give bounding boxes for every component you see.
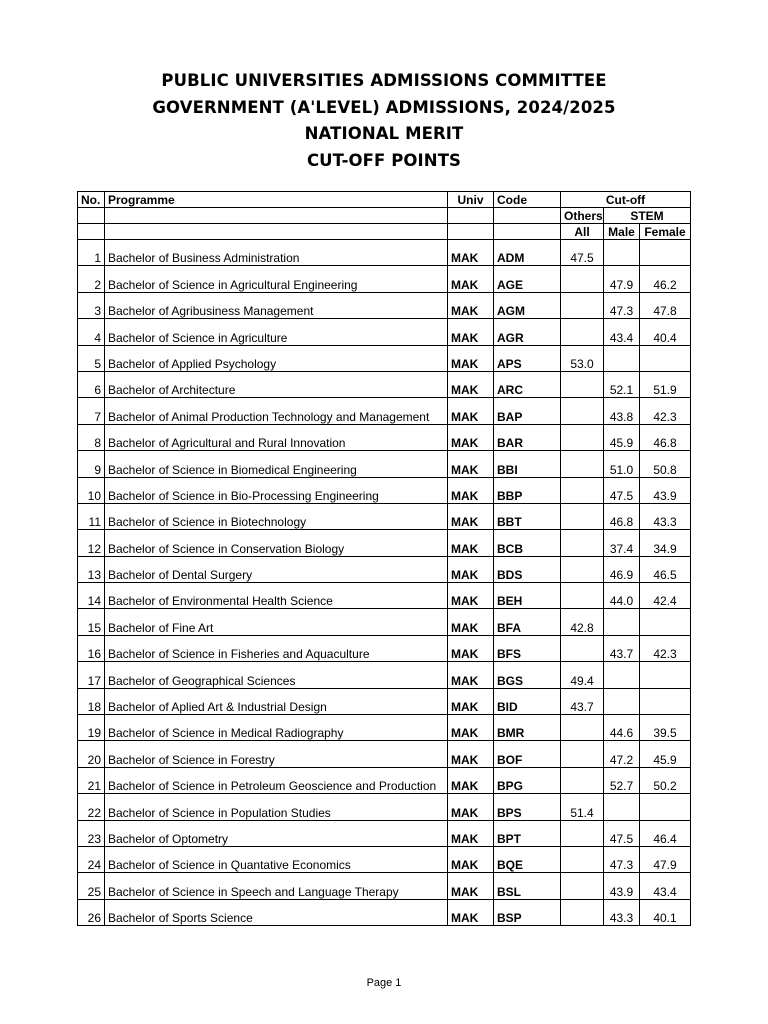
cell-code: AGE — [494, 266, 561, 292]
cell-univ: MAK — [448, 635, 494, 661]
cell-univ: MAK — [448, 583, 494, 609]
cell-all — [561, 477, 604, 503]
header-row-1 — [78, 192, 691, 208]
cell-no: 9 — [78, 451, 105, 477]
cell-all — [561, 319, 604, 345]
cell-no: 5 — [78, 345, 105, 371]
cell-all — [561, 556, 604, 582]
cell-female: 46.2 — [640, 266, 691, 292]
cell-programme: Bachelor of Science in Quantative Economics — [105, 846, 448, 872]
table-row — [78, 240, 691, 266]
cell-code: BAP — [494, 398, 561, 424]
cell-all — [561, 371, 604, 397]
table-row — [78, 371, 691, 397]
cell-male: 37.4 — [604, 530, 640, 556]
header-others: Others — [561, 208, 604, 224]
cell-programme: Bachelor of Environmental Health Science — [105, 583, 448, 609]
cell-female: 45.9 — [640, 741, 691, 767]
cell-programme: Bachelor of Science in Population Studies — [105, 794, 448, 820]
table-row — [78, 556, 691, 582]
cell-male — [604, 240, 640, 266]
header-programme: Programme — [105, 192, 448, 208]
cell-male: 47.9 — [604, 266, 640, 292]
cell-univ: MAK — [448, 688, 494, 714]
cell-programme: Bachelor of Agribusiness Management — [105, 292, 448, 318]
cell-univ: MAK — [448, 609, 494, 635]
header-male: Male — [604, 224, 640, 240]
table-row — [78, 662, 691, 688]
header-cutoff: Cut-off — [561, 192, 691, 208]
cell-code: BFS — [494, 635, 561, 661]
cell-code: BBP — [494, 477, 561, 503]
cell-all — [561, 424, 604, 450]
cell-no: 15 — [78, 609, 105, 635]
cell-univ: MAK — [448, 345, 494, 371]
cell-programme: Bachelor of Science in Agricultural Engineering — [105, 266, 448, 292]
cell-univ: MAK — [448, 873, 494, 899]
cell-male: 52.7 — [604, 767, 640, 793]
cell-programme: Bachelor of Agricultural and Rural Innovation — [105, 424, 448, 450]
cell-male: 47.3 — [604, 846, 640, 872]
cell-female: 50.8 — [640, 451, 691, 477]
cell-all — [561, 583, 604, 609]
cell-male: 46.9 — [604, 556, 640, 582]
cell-female: 34.9 — [640, 530, 691, 556]
cell-programme: Bachelor of Science in Agriculture — [105, 319, 448, 345]
cell-all — [561, 899, 604, 925]
cell-all — [561, 266, 604, 292]
table-row — [78, 899, 691, 925]
cell-male: 43.9 — [604, 873, 640, 899]
header-blank — [494, 224, 561, 240]
cell-code: BDS — [494, 556, 561, 582]
cell-univ: MAK — [448, 846, 494, 872]
cell-programme: Bachelor of Aplied Art & Industrial Design — [105, 688, 448, 714]
cell-programme: Bachelor of Geographical Sciences — [105, 662, 448, 688]
cell-male: 52.1 — [604, 371, 640, 397]
table-row — [78, 741, 691, 767]
cell-no: 26 — [78, 899, 105, 925]
cell-female: 51.9 — [640, 371, 691, 397]
cell-univ: MAK — [448, 451, 494, 477]
cell-univ: MAK — [448, 292, 494, 318]
cell-programme: Bachelor of Science in Bio-Processing Engineering — [105, 477, 448, 503]
header-all: All — [561, 224, 604, 240]
title-line-1: PUBLIC UNIVERSITIES ADMISSIONS COMMITTEE — [161, 71, 607, 90]
cell-no: 1 — [78, 240, 105, 266]
cell-female: 39.5 — [640, 715, 691, 741]
cell-code: AGM — [494, 292, 561, 318]
cell-male — [604, 688, 640, 714]
cell-female: 43.9 — [640, 477, 691, 503]
cell-univ: MAK — [448, 767, 494, 793]
cell-code: BPG — [494, 767, 561, 793]
header-no: No. — [78, 192, 105, 208]
cell-no: 14 — [78, 583, 105, 609]
table-row — [78, 503, 691, 529]
cell-programme: Bachelor of Fine Art — [105, 609, 448, 635]
cell-programme: Bachelor of Optometry — [105, 820, 448, 846]
cell-female: 46.5 — [640, 556, 691, 582]
cell-code: BPT — [494, 820, 561, 846]
header-blank — [448, 208, 494, 224]
cell-no: 8 — [78, 424, 105, 450]
table-row — [78, 767, 691, 793]
table-row — [78, 319, 691, 345]
cell-univ: MAK — [448, 319, 494, 345]
table-row — [78, 583, 691, 609]
cell-all — [561, 873, 604, 899]
cell-programme: Bachelor of Science in Forestry — [105, 741, 448, 767]
cell-male: 51.0 — [604, 451, 640, 477]
title-line-3: NATIONAL MERIT — [304, 124, 464, 143]
cell-code: BEH — [494, 583, 561, 609]
cell-female — [640, 240, 691, 266]
cell-no: 12 — [78, 530, 105, 556]
cell-all — [561, 715, 604, 741]
cell-female: 47.8 — [640, 292, 691, 318]
header-code: Code — [494, 192, 561, 208]
cell-code: BBI — [494, 451, 561, 477]
cell-no: 18 — [78, 688, 105, 714]
cell-programme: Bachelor of Science in Biotechnology — [105, 503, 448, 529]
table-row — [78, 345, 691, 371]
table-row — [78, 820, 691, 846]
cell-univ: MAK — [448, 820, 494, 846]
cell-female: 46.4 — [640, 820, 691, 846]
cell-female — [640, 794, 691, 820]
cell-programme: Bachelor of Science in Speech and Language Therapy — [105, 873, 448, 899]
cell-code: BAR — [494, 424, 561, 450]
cell-code: BMR — [494, 715, 561, 741]
cell-male: 43.4 — [604, 319, 640, 345]
header-blank — [448, 224, 494, 240]
cell-all: 49.4 — [561, 662, 604, 688]
cell-univ: MAK — [448, 371, 494, 397]
cell-female — [640, 345, 691, 371]
cell-female: 42.3 — [640, 635, 691, 661]
cell-univ: MAK — [448, 398, 494, 424]
header-blank — [105, 208, 448, 224]
cell-programme: Bachelor of Architecture — [105, 371, 448, 397]
header-blank — [494, 208, 561, 224]
cell-univ: MAK — [448, 266, 494, 292]
cell-code: BID — [494, 688, 561, 714]
cell-code: BQE — [494, 846, 561, 872]
cell-no: 3 — [78, 292, 105, 318]
title-line-4: CUT-OFF POINTS — [306, 150, 462, 170]
cell-male — [604, 662, 640, 688]
cell-code: BOF — [494, 741, 561, 767]
header-blank — [78, 208, 105, 224]
cell-all: 42.8 — [561, 609, 604, 635]
cell-female: 42.4 — [640, 583, 691, 609]
cell-no: 21 — [78, 767, 105, 793]
title-line-2: GOVERNMENT (A'LEVEL) ADMISSIONS, 2024/2025 — [152, 97, 616, 117]
table-row — [78, 794, 691, 820]
cell-all — [561, 767, 604, 793]
cell-female: 43.4 — [640, 873, 691, 899]
cell-no: 24 — [78, 846, 105, 872]
header-stem: STEM — [604, 208, 691, 224]
table-row — [78, 715, 691, 741]
cell-univ: MAK — [448, 424, 494, 450]
cell-univ: MAK — [448, 741, 494, 767]
table-row — [78, 846, 691, 872]
cell-programme: Bachelor of Animal Production Technology and Management — [105, 398, 448, 424]
cell-male: 43.3 — [604, 899, 640, 925]
cell-programme: Bachelor of Science in Petroleum Geoscience and Production — [105, 767, 448, 793]
cell-male: 43.8 — [604, 398, 640, 424]
cell-male: 46.8 — [604, 503, 640, 529]
cell-programme: Bachelor of Applied Psychology — [105, 345, 448, 371]
cell-code: BPS — [494, 794, 561, 820]
cell-all — [561, 503, 604, 529]
cell-female: 43.3 — [640, 503, 691, 529]
cell-female: 42.3 — [640, 398, 691, 424]
cell-all — [561, 451, 604, 477]
cell-programme: Bachelor of Science in Medical Radiography — [105, 715, 448, 741]
cell-programme: Bachelor of Business Administration — [105, 240, 448, 266]
cell-no: 19 — [78, 715, 105, 741]
cell-female: 40.4 — [640, 319, 691, 345]
cell-code: ARC — [494, 371, 561, 397]
cell-female — [640, 662, 691, 688]
cell-univ: MAK — [448, 530, 494, 556]
cell-all — [561, 741, 604, 767]
cell-code: APS — [494, 345, 561, 371]
cell-code: BBT — [494, 503, 561, 529]
table-row — [78, 873, 691, 899]
page-number: Page 1 — [366, 977, 402, 989]
header-univ: Univ — [448, 192, 494, 208]
cell-male: 44.6 — [604, 715, 640, 741]
cell-code: BGS — [494, 662, 561, 688]
cell-programme: Bachelor of Sports Science — [105, 899, 448, 925]
cell-univ: MAK — [448, 477, 494, 503]
cell-no: 10 — [78, 477, 105, 503]
cell-univ: MAK — [448, 715, 494, 741]
cell-female: 47.9 — [640, 846, 691, 872]
table-row — [78, 292, 691, 318]
cell-programme: Bachelor of Science in Fisheries and Aquaculture — [105, 635, 448, 661]
cell-male — [604, 345, 640, 371]
table-row — [78, 530, 691, 556]
cell-all: 43.7 — [561, 688, 604, 714]
cell-code: BSP — [494, 899, 561, 925]
cell-univ: MAK — [448, 556, 494, 582]
cell-all: 51.4 — [561, 794, 604, 820]
table-row — [78, 635, 691, 661]
cell-programme: Bachelor of Dental Surgery — [105, 556, 448, 582]
cell-all — [561, 635, 604, 661]
cell-female: 40.1 — [640, 899, 691, 925]
cell-no: 13 — [78, 556, 105, 582]
table-row — [78, 424, 691, 450]
cell-male: 44.0 — [604, 583, 640, 609]
cell-all: 47.5 — [561, 240, 604, 266]
cell-code: BSL — [494, 873, 561, 899]
cell-male — [604, 609, 640, 635]
cell-programme: Bachelor of Science in Biomedical Engineering — [105, 451, 448, 477]
cell-no: 25 — [78, 873, 105, 899]
cell-code: ADM — [494, 240, 561, 266]
cell-male: 47.3 — [604, 292, 640, 318]
cell-no: 6 — [78, 371, 105, 397]
cell-no: 7 — [78, 398, 105, 424]
cell-no: 23 — [78, 820, 105, 846]
cell-no: 16 — [78, 635, 105, 661]
cell-no: 22 — [78, 794, 105, 820]
header-row-3 — [78, 224, 691, 240]
table-row — [78, 398, 691, 424]
cell-all — [561, 820, 604, 846]
header-row-2 — [78, 208, 691, 224]
table-row — [78, 451, 691, 477]
cell-univ: MAK — [448, 899, 494, 925]
cell-male: 43.7 — [604, 635, 640, 661]
cell-code: AGR — [494, 319, 561, 345]
cell-male: 47.5 — [604, 820, 640, 846]
cell-male: 47.5 — [604, 477, 640, 503]
table-row — [78, 266, 691, 292]
cell-female — [640, 609, 691, 635]
cell-no: 17 — [78, 662, 105, 688]
header-blank — [105, 224, 448, 240]
cell-female: 46.8 — [640, 424, 691, 450]
cell-no: 2 — [78, 266, 105, 292]
table-row — [78, 477, 691, 503]
cell-no: 20 — [78, 741, 105, 767]
cell-no: 11 — [78, 503, 105, 529]
cell-univ: MAK — [448, 503, 494, 529]
cell-code: BCB — [494, 530, 561, 556]
document-title — [0, 68, 768, 174]
cutoff-table — [77, 191, 691, 926]
header-blank — [78, 224, 105, 240]
table-row — [78, 688, 691, 714]
cell-male: 45.9 — [604, 424, 640, 450]
table-row — [78, 609, 691, 635]
cell-programme: Bachelor of Science in Conservation Biology — [105, 530, 448, 556]
cell-male: 47.2 — [604, 741, 640, 767]
cell-all — [561, 398, 604, 424]
cell-all — [561, 292, 604, 318]
cell-male — [604, 794, 640, 820]
header-female: Female — [640, 224, 691, 240]
cell-all — [561, 846, 604, 872]
cell-univ: MAK — [448, 240, 494, 266]
cell-no: 4 — [78, 319, 105, 345]
cell-univ: MAK — [448, 662, 494, 688]
cell-univ: MAK — [448, 794, 494, 820]
cell-female: 50.2 — [640, 767, 691, 793]
cell-all — [561, 530, 604, 556]
cell-code: BFA — [494, 609, 561, 635]
cell-female — [640, 688, 691, 714]
cell-all: 53.0 — [561, 345, 604, 371]
